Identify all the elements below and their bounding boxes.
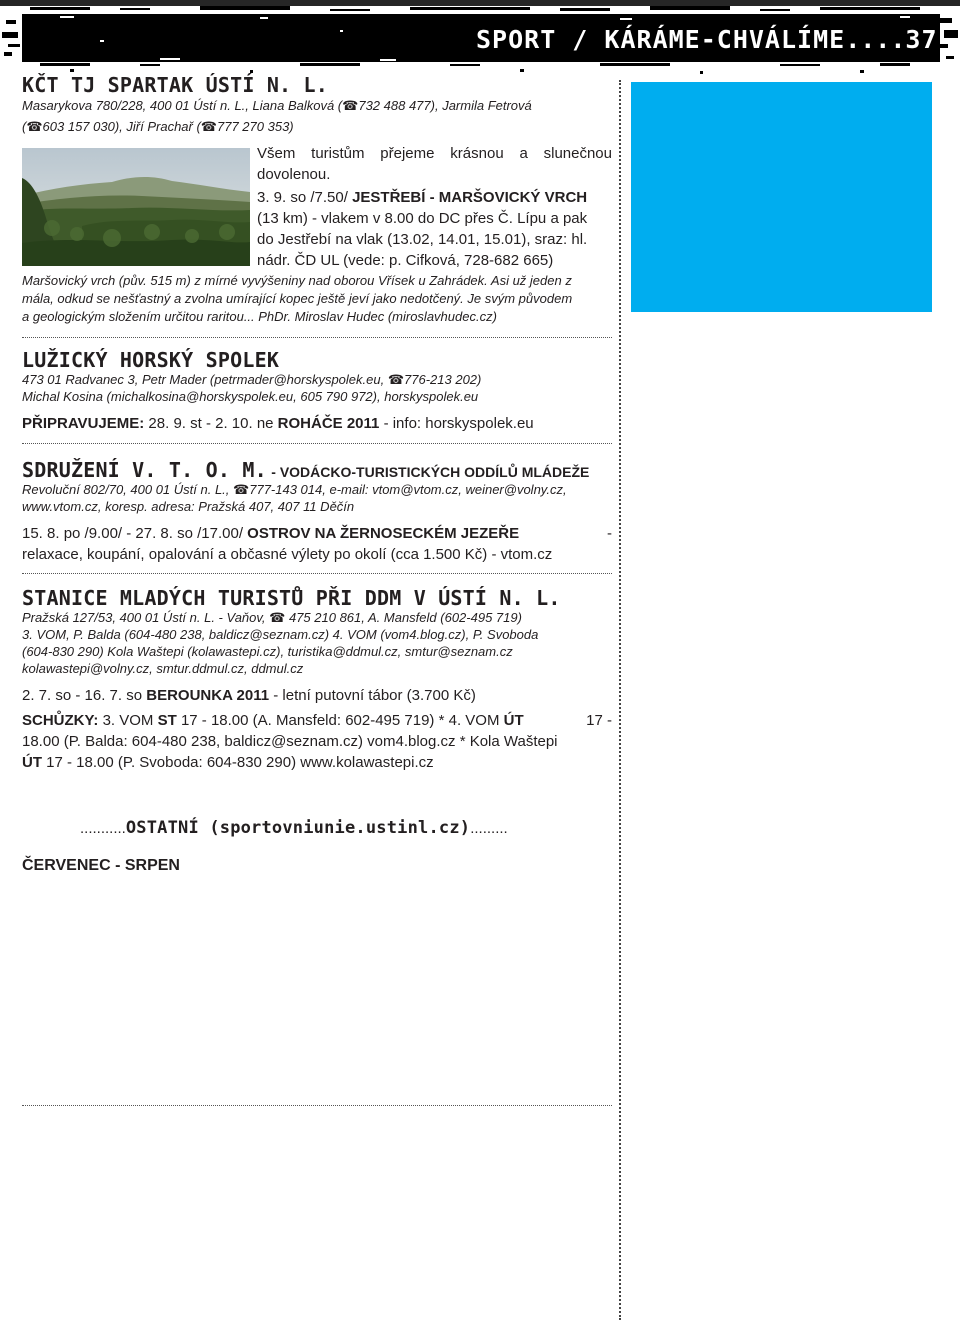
separator bbox=[22, 1105, 612, 1106]
vtom-title: SDRUŽENÍ V. T. O. M. bbox=[22, 458, 267, 482]
vtom-subtitle: - VODÁCKO-TURISTICKÝCH ODDÍLŮ MLÁDEŽE bbox=[271, 464, 590, 480]
luzicky-contact-2: Michal Kosina (michalkosina@horskyspolek.eu, 605 790 972), horskyspolek.eu bbox=[22, 389, 479, 404]
page-number: 37 bbox=[905, 25, 938, 54]
smt-contact-3: (604-830 290) Kola Waštepi (kolawastepi.cz), turistika@ddmul.cz, smtur@seznam.cz bbox=[22, 644, 513, 659]
blue-box bbox=[631, 82, 932, 312]
separator bbox=[22, 443, 612, 444]
kct-contact-2: (☎603 157 030), Jiří Prachař (☎777 270 353) bbox=[22, 119, 294, 134]
phone-icon: ☎ bbox=[26, 119, 43, 134]
vertical-divider bbox=[619, 80, 621, 1320]
kct-greeting: Všem turistům přejeme krásnou a slunečnou dovolenou. bbox=[257, 145, 612, 183]
smt-contact-2: 3. VOM, P. Balda (604-480 238, baldicz@seznam.cz) 4. VOM (vom4.blog.cz), P. Svoboda bbox=[22, 627, 539, 642]
section-heading bbox=[476, 22, 938, 58]
smt-title: STANICE MLADÝCH TURISTŮ PŘI DDM V ÚSTÍ N. L. bbox=[22, 586, 561, 610]
ostatni-period: ČERVENEC - SRPEN bbox=[22, 857, 180, 874]
vtom-event: 15. 8. po /9.00/ - 27. 8. so /17.00/ OSTROV NA ŽERNOSECKÉM JEZEŘE - relaxace, koupání, opalování a občasné výlety po okolí (cca 1.500 Kč) - vtom.cz bbox=[22, 525, 612, 563]
separator bbox=[22, 337, 612, 338]
vtom-heading bbox=[22, 459, 612, 482]
phone-icon: ☎ bbox=[387, 372, 405, 387]
ostatni-title: OSTATNÍ (sportovniunie.ustinl.cz) bbox=[125, 818, 471, 838]
ostatni-heading: ...........OSTATNÍ (sportovniunie.ustinl.cz)......... bbox=[80, 818, 508, 838]
landscape-photo bbox=[22, 148, 250, 266]
luzicky-prep: PŘIPRAVUJEME: 28. 9. st - 2. 10. ne ROHÁČE 2011 - info: horskyspolek.eu bbox=[22, 415, 534, 432]
luzicky-contact-1: 473 01 Radvanec 3, Petr Mader (petrmader@horskyspolek.eu, ☎776-213 202) bbox=[22, 372, 482, 387]
vtom-contact-1: Revoluční 802/70, 400 01 Ústí n. L., ☎777-143 014, e-mail: vtom@vtom.cz, weiner@volny.cz, bbox=[22, 482, 567, 497]
phone-icon: ☎ bbox=[269, 610, 286, 625]
phone-icon: ☎ bbox=[200, 119, 217, 134]
smt-contact-4: kolawastepi@volny.cz, smtur.ddmul.cz, ddmul.cz bbox=[22, 661, 304, 676]
luzicky-title: LUŽICKÝ HORSKÝ SPOLEK bbox=[22, 348, 280, 372]
smt-meetings: SCHŮZKY: 3. VOM ST 17 - 18.00 (A. Mansfeld: 602-495 719) * 4. VOM ÚT 17 - 18.00 (P. Balda: 604-480 238, baldicz@seznam.cz) vom4.blog.cz * Kola Waštepi ÚT 17 - 18.00 (P. Svoboda: 604-830 290) www.kolawastepi.cz bbox=[22, 712, 612, 771]
separator bbox=[22, 573, 612, 574]
title-dots: .... bbox=[845, 25, 906, 54]
kct-title: KČT TJ SPARTAK ÚSTÍ N. L. bbox=[22, 73, 329, 97]
phone-icon: ☎ bbox=[342, 98, 359, 113]
header-banner bbox=[0, 0, 960, 80]
kct-description: Maršovický vrch (pův. 515 m) z mírné vyvýšeniny nad oborou Vřísek u Zahrádek. Asi už jeden z mála, odkud se nešťastný a zvolna umírající kopec ještě jeví jako nedotčený. Je svým původem a geologickým složením určitou raritou... PhDr. Miroslav Hudec (miroslavhudec.cz) bbox=[22, 273, 573, 324]
section-title: SPORT / KÁRÁME-CHVÁLÍME bbox=[476, 25, 846, 54]
smt-event: 2. 7. so - 16. 7. so BEROUNKA 2011 - letní putovní tábor (3.700 Kč) bbox=[22, 687, 476, 704]
kct-event: 3. 9. so /7.50/ JESTŘEBÍ - MARŠOVICKÝ VRCH (13 km) - vlakem v 8.00 do DC přes Č. Lípu a pak do Jestřebí na vlak (13.02, 14.01, 15.01), sraz: hl. nádr. ČD UL (vede: p. Cifková, 728-682 665) bbox=[257, 189, 588, 269]
smt-contact-1: Pražská 127/53, 400 01 Ústí n. L. - Vaňov, ☎ 475 210 861, A. Mansfeld (602-495 719) bbox=[22, 610, 522, 625]
vtom-contact-2: www.vtom.cz, koresp. adresa: Pražská 407, 407 11 Děčín bbox=[22, 499, 355, 514]
kct-contact-1: Masarykova 780/228, 400 01 Ústí n. L., Liana Balková (☎732 488 477), Jarmila Fetrová bbox=[22, 98, 532, 113]
phone-icon: ☎ bbox=[233, 482, 250, 497]
